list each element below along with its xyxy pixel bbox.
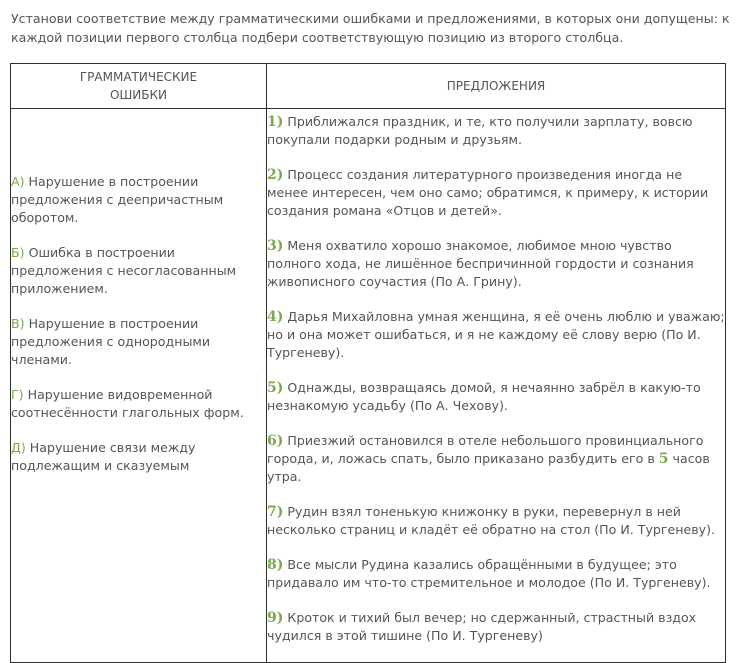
sentence-item-7 [267,503,725,539]
error-text: Нарушение видовременной соотнесённости глагольных форм. [11,387,244,420]
sentence-number: 3) [267,238,284,254]
sentence-item-9 [267,609,725,645]
error-letter: А) [11,174,25,189]
sentence-number: 5) [267,380,284,396]
error-item-g [11,386,266,422]
error-letter: В) [11,316,25,331]
sentence-text: Меня охватило хорошо знакомое, любимое мною чувство полного хода, не лишённое беспричинной гордости и сознания живописного соучастия (По А. Грину). [267,238,694,289]
sentence-text: Все мысли Рудина казались обращёнными в будущее; это придавало им что-то стремительное и молодое (По И. Тургеневу). [267,557,711,590]
error-text: Нарушение связи между подлежащим и сказуемым [11,440,196,473]
sentence-number: 6) [267,433,284,449]
sentence-item-5 [267,379,725,415]
sentence-text-before: Приезжий остановился в отеле небольшого провинциального города, и, ложась спать, было приказано разбудить его в [267,433,704,466]
errors-header-line1: ГРАММАТИЧЕСКИЕ [79,70,198,84]
error-text: Нарушение в построении предложения с однородными членами. [11,316,211,367]
error-letter: Г) [11,387,24,402]
error-item-d [11,439,266,475]
sentence-text: Кроток и тихий был вечер; но сдержанный, страстный вздох чудился в этой тишине (По И. Тургеневу) [267,610,697,643]
sentence-text-after: часов утра. [267,451,710,484]
table-body-row [11,109,726,663]
sentence-number: 7) [267,504,284,520]
errors-header-line2: ОШИБКИ [110,88,167,102]
sentence-text: Дарья Михайловна умная женщина, я её очень люблю и уважаю; но и она может ошибаться, и я не каждому её слову верю (По И. Тургеневу). [267,309,725,360]
sentence-item-3 [267,237,725,291]
sentence-text: Рудин взял тоненькую книжонку в руки, перевернул в ней несколько страниц и кладёт её обратно на стол (По И. Тургеневу). [267,504,716,537]
sentence-text: Однажды, возвращаясь домой, я нечаянно забрёл в какую-то незнакомую усадьбу (По А. Чехову). [267,380,701,413]
sentences-cell [267,109,726,663]
sentence-item-4 [267,308,725,362]
errors-cell [11,109,267,663]
table-header-row [11,64,726,109]
error-text: Нарушение в построении предложения с деепричастным оборотом. [11,174,224,225]
sentence-number: 1) [267,114,284,130]
sentence-number: 8) [267,557,284,573]
sentences-list [267,109,725,645]
errors-list [11,109,266,475]
error-letter: Д) [11,440,26,455]
sentence-text: Приближался праздник, и те, кто получили зарплату, вовсю покупали подарки родным и друзьям. [267,114,693,147]
error-item-v [11,315,266,369]
matching-table [10,63,726,663]
sentence-number: 2) [267,167,284,183]
inline-number: 5 [658,451,669,467]
sentence-number: 4) [267,309,284,325]
sentence-item-2 [267,166,725,220]
sentence-item-1 [267,113,725,149]
sentence-text: Процесс создания литературного произведения иногда не менее интересен, чем оно само; обратимся, к примеру, к истории создания романа «Отцов и детей». [267,167,709,218]
sentence-item-8 [267,556,725,592]
sentences-column-header: ПРЕДЛОЖЕНИЯ [267,64,726,109]
error-item-b [11,244,266,298]
error-text: Ошибка в построении предложения с несогласованным приложением. [11,245,237,296]
task-instructions: Установи соответствие между грамматическими ошибками и предложениями, в которых они допущены: к каждой позиции первого столбца подбери соответствующую позицию из второго столбца. [11,11,730,45]
sentence-item-6 [267,432,725,486]
error-item-a [11,173,266,227]
sentence-number: 9) [267,610,284,626]
error-letter: Б) [11,245,25,260]
errors-column-header [11,64,267,109]
